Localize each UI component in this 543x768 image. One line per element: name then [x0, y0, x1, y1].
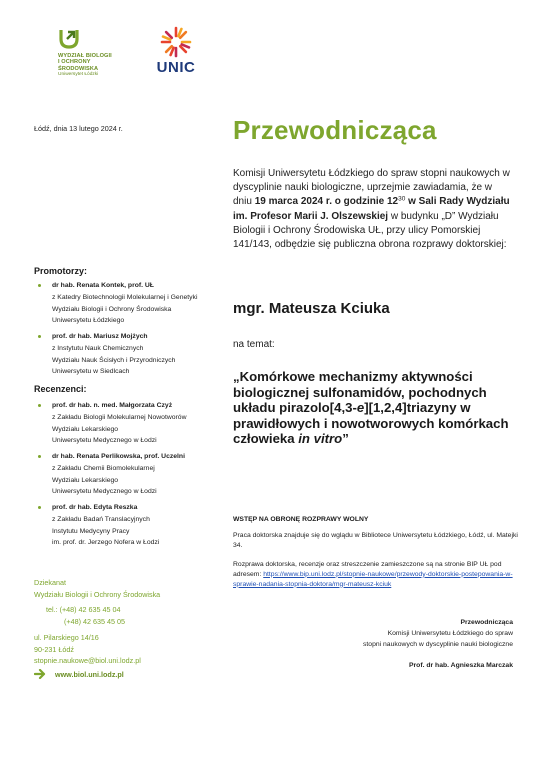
bip-link[interactable]: https://www.bip.uni.lodz.pl/stopnie-naukowe/przewody-doktorskie-postepowania-w-sprawie-nadania-stopnia-doktora/mgr-mateusz-kciuk — [233, 570, 513, 588]
unic-logo — [154, 25, 198, 76]
promotor-affiliation: z Instytutu Nauk Chemicznych — [52, 344, 144, 352]
bip-note-text: Rozprawa doktorska, recenzje oraz streszczenie zamieszczone są na stronie BIP UŁ pod adresem: — [233, 561, 502, 578]
thesis-title-main: „Komórkowe mechanizmy aktywności biologicznej sulfonamidów, pochodnych układu pirazolo[4,3- — [233, 369, 487, 416]
website-link[interactable] — [34, 669, 124, 679]
bullet-icon — [38, 335, 41, 338]
bullet-icon — [38, 404, 41, 407]
contact-email[interactable]: stopnie.naukowe@biol.uni.lodz.pl — [34, 656, 141, 666]
promotor-item — [38, 331, 228, 378]
bip-note — [233, 560, 518, 589]
faculty-logo-line1: WYDZIAŁ BIOLOGII — [58, 53, 112, 59]
signature-name: Prof. dr hab. Agnieszka Marczak — [409, 662, 513, 669]
promotors-heading: Promotorzy: — [34, 266, 88, 276]
reviewer-item — [38, 502, 228, 549]
faculty-logo-line4: Uniwersytet Łódzki — [58, 72, 99, 78]
reviewer-affiliation: z Zakładu Biologii Molekularnej Nowotworów — [52, 413, 187, 421]
bullet-icon — [38, 284, 41, 287]
defense-place: w Sali Rady Wydziału im. Profesor Marii J. Olszewskiej — [233, 196, 510, 222]
page-title: Przewodnicząca — [233, 115, 437, 145]
bullet-icon — [38, 506, 41, 509]
contact-phone1: tel.: (+48) 42 635 45 04 — [46, 605, 121, 614]
unic-logo-word: UNIC — [156, 59, 196, 76]
reviewer-affiliation: Instytutu Medycyny Pracy — [52, 527, 130, 535]
unic-sun-icon — [159, 25, 193, 59]
signature-line2: stopni naukowych w dyscyplinie nauki biologiczne — [363, 641, 513, 648]
contact-phone2: (+48) 42 635 45 05 — [64, 616, 125, 626]
intro-text-1: Komisji Uniwersytetu Łódzkiego do spraw stopni naukowych w dyscyplinie nauki biologiczne, uprzejmie zawiadamia, że w dniu — [233, 168, 510, 208]
reviewer-affiliation: Uniwersytetu Medycznego w Łodzi — [52, 437, 157, 445]
faculty-logo-line3: ŚRODOWISKA — [58, 65, 99, 72]
reviewer-affiliation: Wydziału Lekarskiego — [52, 425, 119, 433]
bullet-icon — [38, 455, 41, 458]
reviewer-item — [38, 451, 228, 498]
promotor-name: dr hab. Renata Kontek, prof. UŁ — [52, 282, 154, 289]
reviewer-affiliation: im. prof. dr. Jerzego Nofera w Łodzi — [52, 539, 160, 547]
promotor-affiliation: z Katedry Biotechnologii Molekularnej i Genetyki — [52, 293, 198, 301]
free-entry-notice: WSTĘP NA OBRONĘ ROZPRAWY WOLNY — [233, 516, 369, 523]
signature-role: Przewodnicząca — [460, 619, 513, 626]
contact-addr1: ul. Pilarskiego 14/16 — [34, 633, 99, 642]
candidate-name: mgr. Mateusza Kciuka — [233, 300, 390, 317]
contact-addr2: 90-231 Łódź — [34, 644, 74, 654]
thesis-title-italic-tail: in vitro — [298, 431, 343, 447]
reviewers-heading: Recenzenci: — [34, 384, 87, 394]
contact-address — [34, 632, 141, 667]
intro-text-2: w budynku „D” Wydziału Biologii i Ochrony Środowiska UŁ, przy ulicy Pomorskiej 141/143, odbędzie się publiczna obrona rozprawy doktorskiej: — [233, 210, 507, 251]
thesis-title — [233, 369, 513, 447]
reviewer-item — [38, 400, 228, 447]
promotor-affiliation: Uniwersytetu w Siedlcach — [52, 368, 130, 376]
thesis-title-italic-e: e — [356, 400, 365, 416]
reviewer-affiliation: z Zakładu Badań Translacyjnych — [52, 515, 150, 523]
faculty-logo-mark-icon — [58, 28, 80, 50]
reviewer-name: prof. dr hab. Edyta Reszka — [52, 504, 138, 511]
library-note: Praca doktorska znajduje się do wglądu w Bibliotece Uniwersytetu Łódzkiego, Łódź, ul. Matejki 34. — [233, 532, 518, 549]
thesis-title-close: ” — [342, 431, 349, 447]
defense-time-minutes: 30 — [398, 195, 406, 203]
faculty-logo — [58, 28, 138, 78]
contact-dept-line1: Dziekanat — [34, 578, 66, 587]
signature-line1: Komisji Uniwersytetu Łódzkiego do spraw — [387, 630, 513, 637]
defense-date: 19 marca 2024 r. o godzinie 12 — [254, 196, 399, 208]
signature-block — [283, 617, 513, 671]
reviewer-affiliation: Uniwersytetu Medycznego w Łodzi — [52, 488, 157, 496]
contact-department — [34, 577, 160, 600]
promotor-affiliation: Wydziału Biologii i Ochrony Środowiska — [52, 305, 172, 313]
thesis-title-mid: ][1,2,4]triazyny w prawidłowych i nowotworowych komórkach człowieka — [233, 400, 509, 447]
promotor-name: prof. dr hab. Mariusz Mojżych — [52, 333, 148, 340]
letter-date: Łódź, dnia 13 lutego 2024 r. — [34, 124, 123, 133]
website-url[interactable]: www.biol.uni.lodz.pl — [55, 669, 124, 679]
announcement-intro — [233, 167, 513, 252]
promotor-item — [38, 280, 228, 327]
faculty-logo-line2: I OCHRONY — [58, 59, 91, 66]
reviewer-affiliation: Wydziału Lekarskiego — [52, 476, 119, 484]
reviewer-affiliation: z Zakładu Chemii Biomolekularnej — [52, 464, 155, 472]
contact-phones — [46, 604, 125, 627]
promotor-affiliation: Uniwersytetu Łódzkiego — [52, 317, 125, 325]
contact-dept-line2: Wydziału Biologii i Ochrony Środowiska — [34, 589, 161, 599]
reviewer-name: prof. dr hab. n. med. Małgorzata Czyż — [52, 402, 173, 409]
arrow-right-icon — [34, 669, 46, 679]
promotor-affiliation: Wydziału Nauk Ścisłych i Przyrodniczych — [52, 356, 176, 364]
on-topic-label: na temat: — [233, 339, 275, 350]
reviewer-name: dr hab. Renata Perlikowska, prof. Uczelni — [52, 453, 185, 460]
